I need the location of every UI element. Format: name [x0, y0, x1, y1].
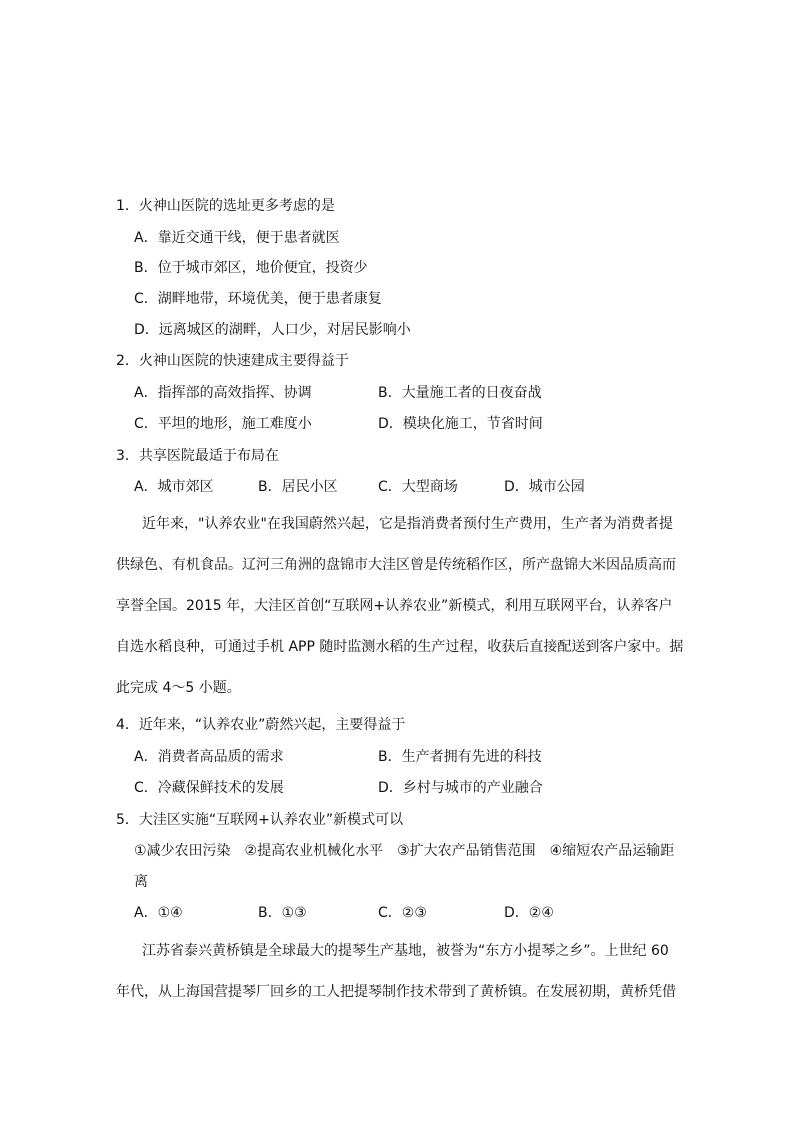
- q5-option-b: B．①③: [258, 905, 307, 921]
- q3-option-c: C．大型商场: [378, 479, 458, 495]
- q2-option-a: A．指挥部的高效指挥、协调: [134, 385, 312, 401]
- q5-option-a: A．①④: [134, 905, 183, 921]
- q4-option-d: D．乡村与城市的产业融合: [378, 780, 543, 796]
- passage2-line-2: 年代，从上海国营提琴厂回乡的工人把提琴制作技术带到了黄桥镇。在发展初期，黄桥凭借: [116, 984, 676, 1000]
- q1-option-b: B．位于城市郊区，地价便宜，投资少: [134, 260, 368, 276]
- passage1-line-3: 享誉全国。2015 年，大洼区首创“互联网+认养农业”新模式，利用互联网平台，认养客户: [116, 598, 673, 614]
- q1-stem: 1．火神山医院的选址更多考虑的是: [116, 198, 335, 214]
- q3-option-d: D．城市公园: [504, 479, 585, 495]
- q3-stem: 3．共享医院最适于布局在: [116, 448, 279, 464]
- passage1-line-4: 自选水稻良种，可通过手机 APP 随时监测水稻的生产过程，收获后直接配送到客户家中。据: [116, 639, 684, 655]
- q5-items-line-2: 离: [134, 874, 148, 890]
- q2-option-b: B．大量施工者的日夜奋战: [378, 385, 542, 401]
- q4-option-b: B．生产者拥有先进的科技: [378, 749, 542, 765]
- q4-option-c: C．冷藏保鲜技术的发展: [134, 780, 284, 796]
- q5-items-line-1: ①减少农田污染 ②提高农业机械化水平 ③扩大农产品销售范围 ④缩短农产品运输距: [134, 843, 675, 859]
- q3-option-b: B．居民小区: [258, 479, 338, 495]
- q2-stem: 2．火神山医院的快速建成主要得益于: [116, 353, 349, 369]
- passage2-line-1: 江苏省泰兴黄桥镇是全球最大的提琴生产基地，被誉为“东方小提琴之乡”。上世纪 60: [142, 943, 669, 959]
- q4-stem: 4．近年来，“认养农业”蔚然兴起，主要得益于: [116, 717, 406, 733]
- passage1-line-5: 此完成 4～5 小题。: [116, 680, 241, 696]
- q3-option-a: A．城市郊区: [134, 479, 214, 495]
- q2-option-d: D．模块化施工，节省时间: [378, 416, 543, 432]
- q2-option-c: C．平坦的地形，施工难度小: [134, 416, 312, 432]
- passage1-line-1: 近年来，"认养农业"在我国蔚然兴起，它是指消费者预付生产费用，生产者为消费者提: [142, 516, 673, 532]
- q1-option-a: A．靠近交通干线，便于患者就医: [134, 230, 340, 246]
- q4-option-a: A．消费者高品质的需求: [134, 749, 284, 765]
- q5-stem: 5．大洼区实施“互联网+认养农业”新模式可以: [116, 812, 404, 828]
- q1-option-d: D．远离城区的湖畔，人口少，对居民影响小: [134, 322, 411, 338]
- q5-option-d: D．②④: [504, 905, 554, 921]
- q1-option-c: C．湖畔地带，环境优美，便于患者康复: [134, 291, 382, 307]
- passage1-line-2: 供绿色、有机食品。辽河三角洲的盘锦市大洼区曾是传统稻作区，所产盘锦大米因品质高而: [116, 557, 676, 573]
- q5-option-c: C．②③: [378, 905, 427, 921]
